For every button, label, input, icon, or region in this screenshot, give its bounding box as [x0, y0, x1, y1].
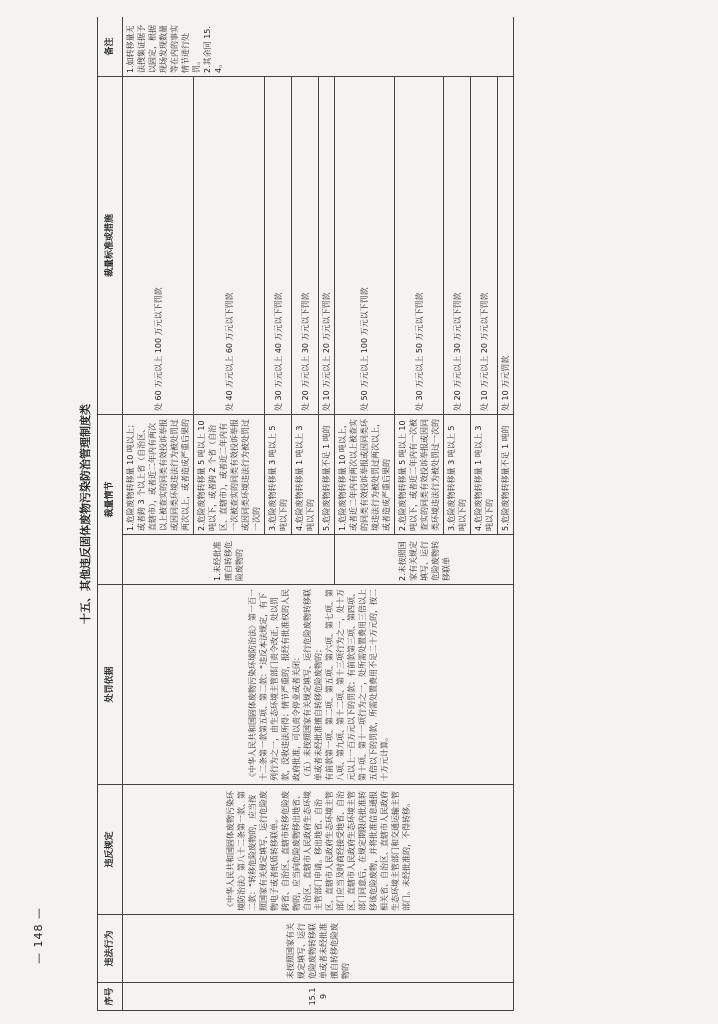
group-label-1: 1.未经批准擅自转移危险废物的: [123, 535, 335, 585]
header-behavior: 违法行为: [98, 915, 123, 983]
landscape-content: [75, 17, 665, 1011]
circumstance-1-3: 3.危险废物转移量 3 吨以上 5 吨以下的: [265, 414, 292, 534]
cell-behavior: 未按照国家有关规定填写、运行危险废物转移联单或者未经批准擅自转移危险废物的: [123, 915, 514, 983]
page-number: [28, 60, 48, 964]
standard-1-5: 处 10 万元以上 20 万元以下罚款: [319, 76, 335, 414]
circumstance-2-3: 3.危险废物转移量 3 吨以上 5 吨以下的: [444, 414, 471, 534]
standard-1-3: 处 30 万元以上 40 万元以下罚款: [265, 76, 292, 414]
header-circumstance: 裁量情节: [98, 414, 123, 584]
circumstance-2-2: 2.危险废物转移量 5 吨以上 10 吨以下，或者近二年内有一次被查实的同类有效投诉举报或因同类环境违法行为被处罚过一次的: [395, 414, 444, 534]
table-header-row: [98, 17, 123, 1011]
circumstance-1-5: 5.危险废物转移量不足 1 吨的: [319, 414, 335, 534]
header-standard: 裁量标准或措施: [98, 76, 123, 414]
penalty-table: [97, 17, 514, 1011]
rotated-page: [75, 17, 665, 1011]
cell-basis: 《中华人民共和国固体废物污染环境防治法》第一百一十二条第一款第五项、第二款：“违反本法规定，有下列行为之一，由生态环境主管部门责令改正，处以罚款，没收违法所得；情节严重的，报经有批准权的人民政府批准，可以责令停业或者关闭： （五）未按照国家有关规定填写、运行危险废物转移联单或者未经批准擅自转移危险废物的； 有前款第一项、第二项、第五项、第六项、第七项、第八项、第九项、第十二项、第十三项行为之一，处十万元以上一百万元以下的罚款；有前款第三项、第四项、第十项、第十一项行为之一，处所需处置费用三倍以上五倍以下的罚款，所需处置费用不足二十万元的，按二十万元计算。: [123, 585, 514, 785]
cell-seq: 15.19: [123, 983, 514, 1011]
circumstance-2-4: 4.危险废物转移量 1 吨以上 3 吨以下的: [471, 414, 498, 534]
circumstance-1-1: 1.危险废物转移量 10 吨以上；或者跨 3 个以上省（自治区、直辖市），或者近二年内有两次以上被查实的同类有效投诉举报或因同类环境违法行为被处罚过两次以上，或者造成严重后果的: [123, 414, 194, 534]
header-seq: 序号: [98, 983, 123, 1011]
standard-2-2: 处 30 万元以上 50 万元以下罚款: [395, 76, 444, 414]
header-rule: 违反规定: [98, 785, 123, 915]
circumstance-2-5: 5.危险废物转移量不足 1 吨的: [498, 414, 514, 534]
circumstance-2-1: 1.危险废物转移量 10 吨以上，或者近二年内有两次以上被查实的同类有效投诉举报或因同类环境违法行为被处罚过两次以上，或者造成严重后果的: [335, 414, 395, 534]
header-basis: 处罚依据: [98, 585, 123, 785]
standard-2-3: 处 20 万元以上 30 万元以下罚款: [444, 76, 471, 414]
cell-rule: 《中华人民共和国固体废物污染环境防治法》第八十二条第一款、第二款：“转移危险废物的，应当按照国家有关规定填写、运行危险废物电子或者纸质转移联单。 跨省、自治区、直辖市转移危险废物的，应当向危险废物移出地省、自治区、直辖市人民政府生态环境主管部门申请。移出地省、自治区、直辖市人民政府生态环境主管部门应当及时商经接受地省、自治区、直辖市人民政府生态环境主管部门同意后，在规定期限内批准转移该危险废物，并将批准信息通报相关省、自治区、直辖市人民政府生态环境主管部门和交通运输主管部门。未经批准的，不得转移。: [123, 785, 514, 915]
doc-title: 十五、其他违反固体废物污染防治管理制度类: [79, 404, 92, 624]
standard-2-4: 处 10 万元以上 20 万元以下罚款: [471, 76, 498, 414]
page-number-text: — 148 —: [31, 907, 45, 964]
cell-remark: 1.如转移量无法搜集证据予以固定，根据现场发现数量等在内的事实情节进行处罚。 2.其余同 15.4。: [123, 17, 514, 76]
standard-1-1: 处 60 万元以上 100 万元以下罚款: [123, 76, 194, 414]
standard-1-4: 处 20 万元以上 30 万元以下罚款: [292, 76, 319, 414]
standard-2-5: 处 10 万元罚款: [498, 76, 514, 414]
circumstance-1-4: 4.危险废物转移量 1 吨以上 3 吨以下的: [292, 414, 319, 534]
table-row: [123, 17, 194, 1011]
circumstance-1-2: 2.危险废物转移量 5 吨以上 10 吨以下，或者跨 2 个省（自治区、直辖市），或者近二年内有一次被查实的同类有效投诉举报或因同类环境违法行为被处罚过一次的: [194, 414, 265, 534]
header-remark: 备注: [98, 17, 123, 76]
group-label-2: 2.未按照国家有关规定填写、运行危险废物转移联单: [335, 535, 514, 585]
standard-1-2: 处 40 万元以上 60 万元以下罚款: [194, 76, 265, 414]
standard-2-1: 处 50 万元以上 100 万元以下罚款: [335, 76, 395, 414]
